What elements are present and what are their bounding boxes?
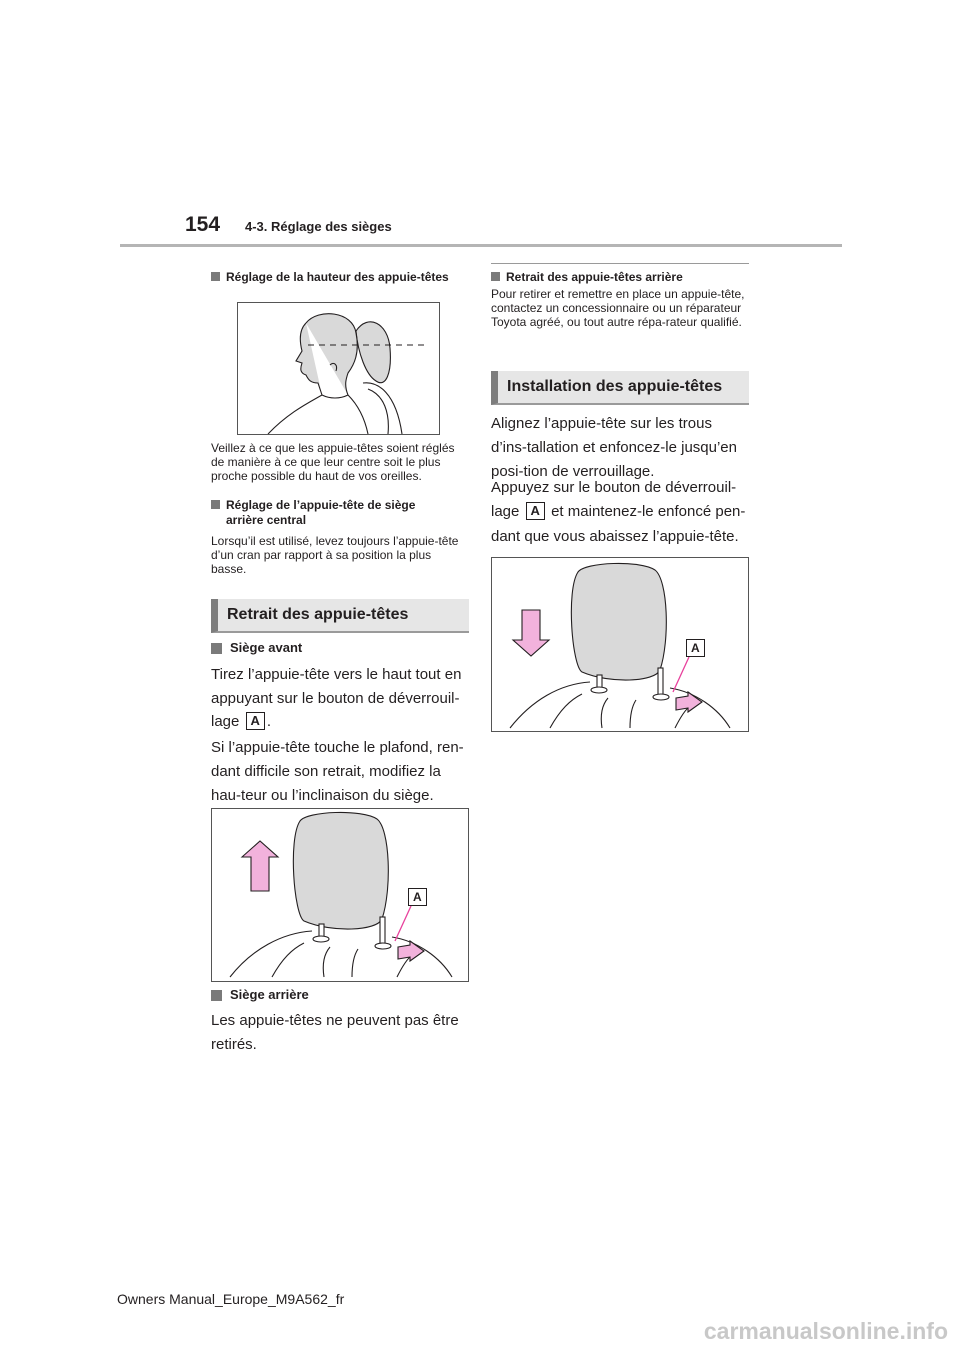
square-bullet-icon <box>211 272 220 281</box>
figure-headrest-installation <box>491 557 749 732</box>
heading-headrest-height: Réglage de la hauteur des appuie-têtes <box>211 270 471 285</box>
text-rear-center: Lorsqu’il est utilisé, levez toujours l’appuie-tête d’un cran par rapport à sa position la plus basse. <box>211 534 459 576</box>
footer-doc-id: Owners Manual_Europe_M9A562_fr <box>117 1291 345 1307</box>
watermark: carmanualsonline.info <box>703 1318 948 1344</box>
square-bullet-icon <box>211 500 220 509</box>
text-install-2a: Appuyez sur le bouton de déverrouil- <box>491 479 737 496</box>
text-install-2b: lage A et maintenez-le enfoncé pen- <box>491 503 746 520</box>
text-avant-2: lage A . <box>211 713 272 730</box>
heading-siege-avant: Siège avant <box>211 640 302 655</box>
square-bullet-icon <box>491 272 500 281</box>
text-install-1: Alignez l’appuie-tête sur les trous d’ins-tallation et enfoncez-le jusqu’en posi-tion de verrouillage. <box>491 415 737 480</box>
headrest-installation-illustration <box>492 558 748 731</box>
text-retrait-arriere: Pour retirer et remettre en place un appuie-tête, contactez un concessionnaire ou un réparateur Toyota agréé, ou tout autre répa-rateur qualifié. <box>491 287 745 329</box>
text-headrest-height: Veillez à ce que les appuie-têtes soient réglés de manière à ce que leur centre soit le plus proche possible du haut de vos oreilles. <box>211 441 455 483</box>
text-arriere: Les appuie-têtes ne peuvent pas être retirés. <box>211 1012 459 1053</box>
key-a-callout: A <box>408 888 427 906</box>
square-bullet-icon <box>211 643 222 654</box>
header-rule <box>120 244 842 247</box>
text-avant-1: Tirez l’appuie-tête vers le haut tout en appuyant sur le bouton de déverrouil- <box>211 666 462 707</box>
head-profile-illustration <box>238 303 439 434</box>
page-number: 154 <box>185 213 221 236</box>
text-avant-3: Si l’appuie-tête touche le plafond, ren-dant difficile son retrait, modifiez la hau-teur ou l’inclinaison du siège. <box>211 736 473 832</box>
figure-headrest-height <box>237 302 440 435</box>
right-top-rule <box>491 263 749 264</box>
key-a-callout: A <box>686 639 705 657</box>
heading-rear-center <box>211 498 469 528</box>
heading-retrait-arriere: Retrait des appuie-têtes arrière <box>491 270 749 285</box>
square-bullet-icon <box>211 990 222 1001</box>
figure-front-seat-removal <box>211 808 469 982</box>
heading-rear-center-line2: arrière central <box>226 513 307 527</box>
headrest-removal-illustration <box>212 809 468 981</box>
heading-siege-arriere: Siège arrière <box>211 987 309 1002</box>
section-breadcrumb: 4-3. Réglage des sièges <box>245 219 392 234</box>
heading-rear-center-line1: Réglage de l’appuie-tête de siège <box>226 498 416 512</box>
key-a-label: A <box>526 502 545 520</box>
key-a-label: A <box>246 712 265 730</box>
section-title-installation: Installation des appuie-têtes <box>491 371 749 405</box>
section-title-retrait: Retrait des appuie-têtes <box>211 599 469 633</box>
text-install-2d: dant que vous abaissez l’appuie-tête. <box>491 528 739 545</box>
